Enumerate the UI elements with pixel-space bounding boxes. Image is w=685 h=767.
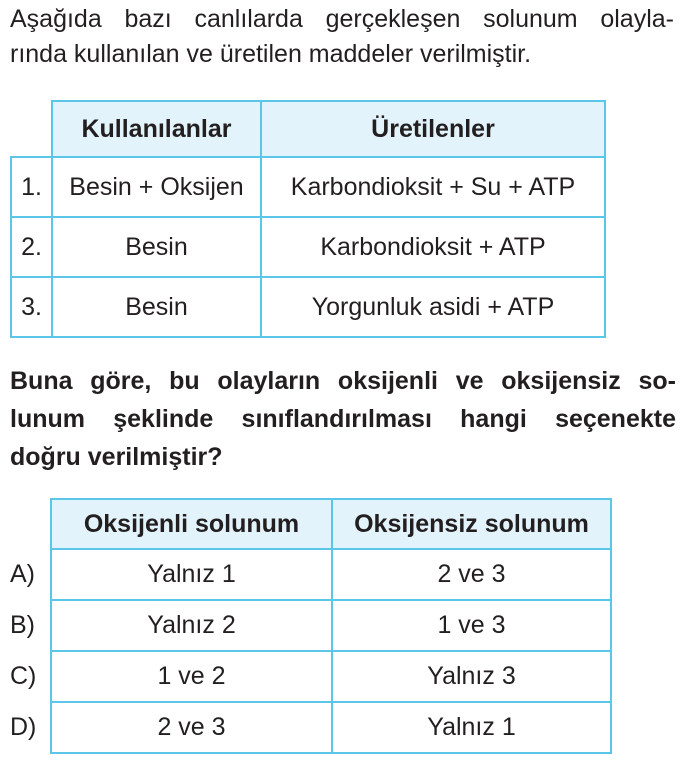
used-cell: Besin + Oksijen bbox=[52, 157, 261, 217]
answer-options-table bbox=[50, 498, 612, 754]
anaerobic-cell: Yalnız 3 bbox=[332, 651, 611, 702]
question-line-3: doğru verilmiştir? bbox=[10, 443, 223, 471]
table-row bbox=[11, 157, 605, 217]
intro-line-2: rında kullanılan ve üretilen maddeler verilmiştir. bbox=[10, 40, 532, 68]
option-letter-b[interactable]: B) bbox=[10, 611, 35, 639]
blank-corner-cell bbox=[11, 101, 52, 157]
option-letter-d[interactable]: D) bbox=[10, 713, 37, 741]
produced-cell: Karbondioksit + ATP bbox=[261, 217, 605, 277]
anaerobic-cell: 1 ve 3 bbox=[332, 600, 611, 651]
intro-line-1: Aşağıda bazı canlılarda gerçekleşen solunum olayla- bbox=[10, 5, 674, 33]
row-number: 2. bbox=[11, 217, 52, 277]
options-header-row bbox=[51, 499, 611, 549]
question-line-2: lunum şeklinde sınıflandırılması hangi seçenekte bbox=[10, 405, 676, 433]
used-cell: Besin bbox=[52, 217, 261, 277]
table-header-row bbox=[11, 101, 605, 157]
header-used: Kullanılanlar bbox=[52, 101, 261, 157]
intro-text bbox=[10, 2, 674, 72]
header-aerobic: Oksijenli solunum bbox=[51, 499, 332, 549]
option-row-b[interactable] bbox=[51, 600, 611, 651]
used-cell: Besin bbox=[52, 277, 261, 337]
aerobic-cell: 1 ve 2 bbox=[51, 651, 332, 702]
produced-cell: Yorgunluk asidi + ATP bbox=[261, 277, 605, 337]
option-row-d[interactable] bbox=[51, 702, 611, 753]
header-produced: Üretilenler bbox=[261, 101, 605, 157]
aerobic-cell: Yalnız 2 bbox=[51, 600, 332, 651]
header-anaerobic: Oksijensiz solunum bbox=[332, 499, 611, 549]
row-number: 3. bbox=[11, 277, 52, 337]
anaerobic-cell: 2 ve 3 bbox=[332, 549, 611, 600]
aerobic-cell: Yalnız 1 bbox=[51, 549, 332, 600]
produced-cell: Karbondioksit + Su + ATP bbox=[261, 157, 605, 217]
table-row bbox=[11, 277, 605, 337]
option-letter-c[interactable]: C) bbox=[10, 662, 37, 690]
question-line-1: Buna göre, bu olayların oksijenli ve oksijensiz so- bbox=[10, 367, 676, 395]
option-row-a[interactable] bbox=[51, 549, 611, 600]
row-number: 1. bbox=[11, 157, 52, 217]
table-row bbox=[11, 217, 605, 277]
option-row-c[interactable] bbox=[51, 651, 611, 702]
question-text bbox=[10, 362, 676, 476]
aerobic-cell: 2 ve 3 bbox=[51, 702, 332, 753]
anaerobic-cell: Yalnız 1 bbox=[332, 702, 611, 753]
option-letter-a[interactable]: A) bbox=[10, 560, 35, 588]
respiration-table bbox=[10, 100, 606, 338]
